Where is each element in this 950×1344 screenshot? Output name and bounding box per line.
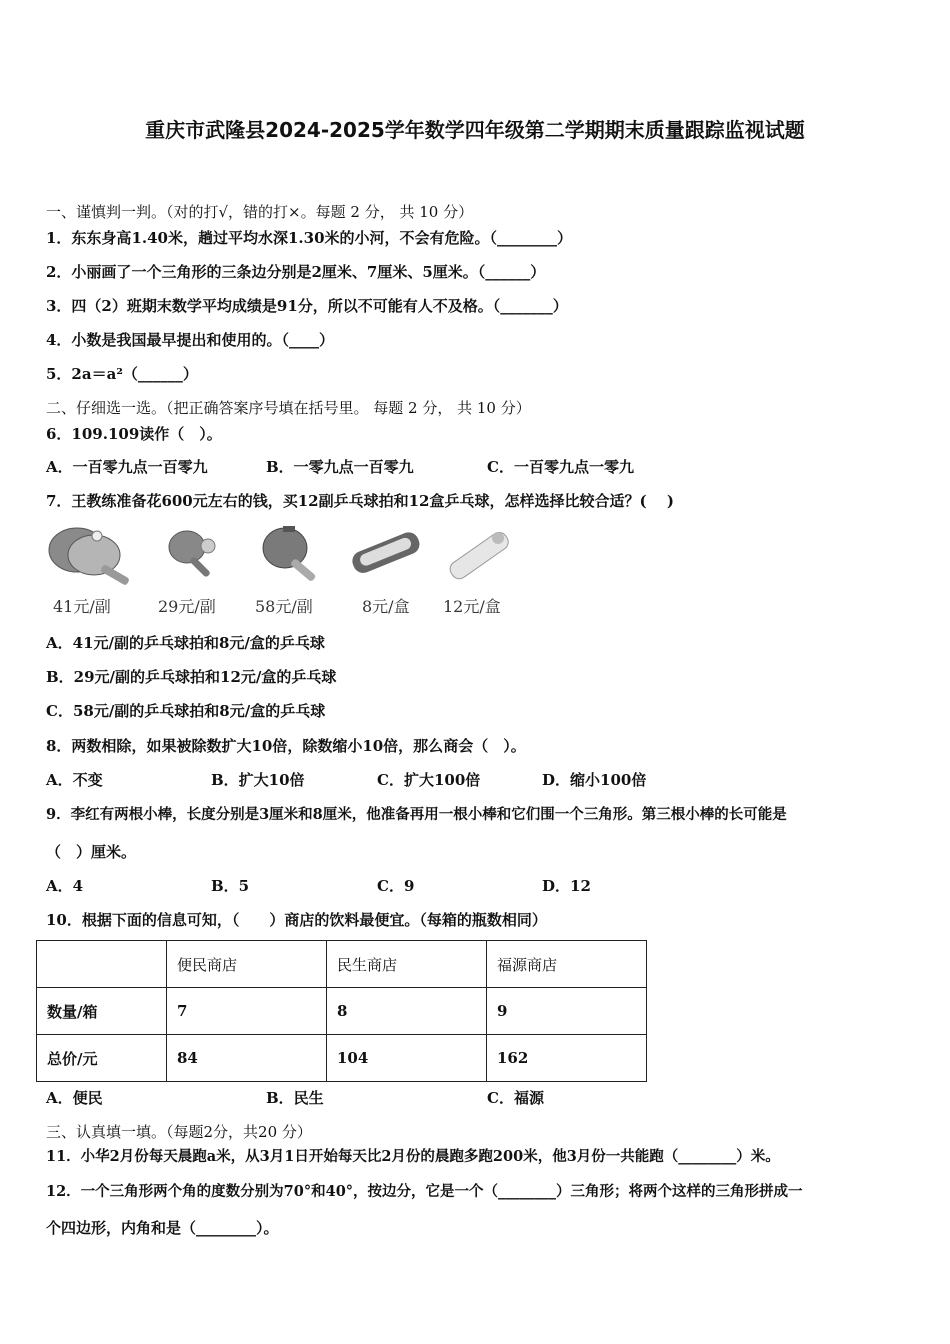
q7-option-a: A．41元/副的乒乓球拍和8元/盒的乒乓球 [46, 634, 325, 652]
q9-option-c: C．9 [377, 877, 415, 895]
question-6: 6．109.109读作（ ）。 [46, 425, 222, 443]
ball-box-12-icon [440, 520, 520, 590]
table-cell: 162 [487, 1035, 647, 1082]
paddle-set-41-icon [42, 520, 137, 590]
shop-price-table [36, 940, 647, 1082]
section1-heading: 一、谨慎判一判。（对的打√，错的打×。每题 2 分， 共 10 分） [46, 203, 474, 221]
table-cell: 8 [327, 988, 487, 1035]
q7-option-b: B．29元/副的乒乓球拍和12元/盒的乒乓球 [46, 668, 337, 686]
question-2: 2．小丽画了一个三角形的三条边分别是2厘米、7厘米、5厘米。（______） [46, 263, 546, 281]
question-7: 7．王教练准备花600元左右的钱，买12副乒乓球拍和12盒乒乓球，怎样选择比较合适？( ) [46, 492, 674, 510]
question-12: 12．一个三角形两个角的度数分别为70°和40°，按边分，它是一个（________）三角形；将两个这样的三角形拼成一 [46, 1183, 803, 1200]
q8-option-d: D．缩小100倍 [542, 771, 647, 789]
table-cell: 总价/元 [37, 1035, 167, 1082]
table-row [37, 1035, 647, 1082]
table-row [37, 988, 647, 1035]
question-4: 4．小数是我国最早提出和使用的。（____） [46, 331, 334, 349]
paddle-29-icon [160, 520, 230, 590]
price-label-4: 8元/盒 [362, 597, 410, 616]
q7-option-c: C．58元/副的乒乓球拍和8元/盒的乒乓球 [46, 702, 326, 720]
table-cell: 104 [327, 1035, 487, 1082]
q8-option-c: C．扩大100倍 [377, 771, 481, 789]
price-label-3: 58元/副 [255, 597, 313, 616]
question-11: 11．小华2月份每天晨跑a米，从3月1日开始每天比2月份的晨跑多跑200米，他3月份一共能跑（________）米。 [46, 1148, 780, 1165]
q9-option-b: B．5 [211, 877, 250, 895]
table-row [37, 941, 647, 988]
question-3: 3．四（2）班期末数学平均成绩是91分，所以不可能有人不及格。（_______） [46, 297, 568, 315]
q6-option-b: B．一零九点一百零九 [266, 458, 414, 476]
q10-option-b: B．民生 [266, 1089, 324, 1107]
price-label-1: 41元/副 [53, 597, 111, 616]
table-cell: 84 [167, 1035, 327, 1082]
table-cell: 福源商店 [487, 941, 647, 988]
table-cell: 7 [167, 988, 327, 1035]
q9-option-d: D．12 [542, 877, 591, 895]
table-cell: 民生商店 [327, 941, 487, 988]
table-cell [37, 941, 167, 988]
q8-option-a: A．不变 [46, 771, 103, 789]
question-9: 9．李红有两根小棒，长度分别是3厘米和8厘米，他准备再用一根小棒和它们围一个三角形。第三根小棒的长可能是 [46, 806, 787, 823]
section3-heading: 三、认真填一填。（每题2分，共20 分） [46, 1123, 312, 1141]
q10-option-a: A．便民 [46, 1089, 103, 1107]
question-12-cont: 个四边形，内角和是（________）。 [46, 1219, 279, 1237]
ball-box-8-icon [345, 520, 430, 590]
q6-option-c: C．一百零九点一零九 [487, 458, 634, 476]
price-label-2: 29元/副 [158, 597, 216, 616]
table-cell: 9 [487, 988, 647, 1035]
question-1: 1．东东身高1.40米，趟过平均水深1.30米的小河，不会有危险。（________） [46, 229, 573, 247]
question-8: 8．两数相除，如果被除数扩大10倍，除数缩小10倍，那么商会（ ）。 [46, 737, 526, 755]
table-cell: 便民商店 [167, 941, 327, 988]
question-10: 10．根据下面的信息可知，（ ）商店的饮料最便宜。（每箱的瓶数相同） [46, 911, 547, 929]
q10-option-c: C．福源 [487, 1089, 544, 1107]
page-title: 重庆市武隆县2024-2025学年数学四年级第二学期期末质量跟踪监视试题 [145, 118, 805, 142]
q8-option-b: B．扩大10倍 [211, 771, 305, 789]
q6-option-a: A．一百零九点一百零九 [46, 458, 208, 476]
question-5: 5．2a＝a²（______） [46, 365, 198, 383]
q9-option-a: A．4 [46, 877, 84, 895]
paddle-58-icon [255, 520, 330, 590]
price-label-5: 12元/盒 [443, 597, 501, 616]
question-9-cont: （ ）厘米。 [46, 843, 137, 861]
table-cell: 数量/箱 [37, 988, 167, 1035]
section2-heading: 二、仔细选一选。（把正确答案序号填在括号里。 每题 2 分， 共 10 分） [46, 399, 531, 417]
